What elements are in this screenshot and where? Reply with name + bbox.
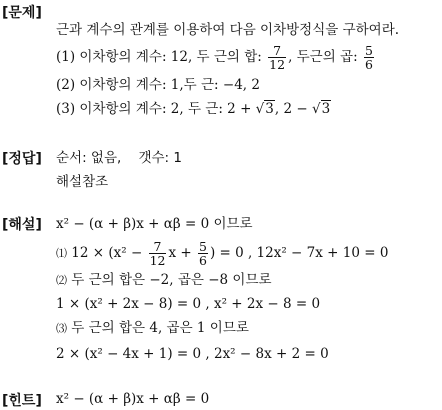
problem-intro: 근과 계수의 관계를 이용하여 다음 이차방정식을 구하여라.: [56, 22, 400, 38]
item-1-text-a: 이차항의 계수: 12, 두 근의 합:: [79, 49, 262, 65]
answer-tag: [정답]: [2, 151, 42, 167]
item-3-text-b: , 2 −: [274, 101, 308, 117]
step-1-fraction-a: [149, 240, 167, 267]
product-numerator: 5: [364, 43, 373, 58]
sqrt-3-second: √3: [311, 101, 331, 117]
explanation-tag: [해설]: [2, 217, 42, 233]
step-1-text-a: 12 × (x² −: [71, 245, 143, 261]
radicand-second: 3: [321, 101, 331, 117]
step-2-text: 두 근의 합은 −2, 곱은 −8 이므로: [71, 272, 272, 288]
item-2-text: 이차항의 계수: 1,두 근: −4, 2: [79, 77, 260, 93]
explanation-step-2-equation: 1 × (x² + 2x − 8) = 0 , x² + 2x − 8 = 0: [56, 296, 321, 312]
sum-fraction: [268, 44, 286, 71]
step-1-fraction-b-denominator: 6: [198, 253, 207, 268]
item-3-text-a: 이차항의 계수: 2, 두 근: 2 +: [79, 101, 252, 117]
problem-tag: [문제]: [2, 5, 42, 21]
radicand-first: 3: [265, 101, 274, 117]
step-1-fraction-b-numerator: 5: [198, 239, 207, 254]
item-1-number: (1): [56, 49, 76, 65]
sum-denominator: 12: [269, 57, 286, 72]
product-denominator: 6: [364, 57, 373, 72]
explanation-step-1: [56, 240, 388, 267]
step-1-text-b: x +: [168, 245, 192, 261]
step-1-fraction-b: [198, 240, 208, 267]
sqrt-3-first: √3: [255, 101, 274, 117]
item-3-number: (3): [56, 101, 76, 117]
step-1-fraction-a-numerator: 7: [149, 240, 167, 254]
step-3-text: 두 근의 합은 4, 곱은 1 이므로: [71, 320, 249, 336]
step-1-number: ⑴: [56, 247, 67, 260]
item-2-number: (2): [56, 77, 76, 93]
sum-numerator: 7: [268, 44, 286, 58]
step-3-number: ⑶: [56, 322, 67, 335]
explanation-step-3: [56, 320, 249, 337]
step-2-number: ⑵: [56, 274, 67, 287]
step-1-fraction-a-denominator: 12: [149, 253, 166, 268]
step-1-text-c: ) = 0 , 12x² − 7x + 10 = 0: [209, 245, 389, 261]
problem-item-1: [56, 44, 376, 71]
answer-line-2: 해설참조: [56, 174, 109, 190]
explanation-formula: x² − (α + β)x + αβ = 0 이므로: [56, 216, 253, 232]
problem-item-2: [56, 77, 260, 93]
problem-item-3: [56, 101, 331, 117]
product-fraction: [364, 44, 374, 71]
explanation-step-2: [56, 272, 272, 289]
hint-formula: x² − (α + β)x + αβ = 0: [56, 391, 210, 407]
hint-tag: [힌트]: [2, 393, 42, 409]
answer-line-1: 순서: 없음, 갯수: 1: [56, 150, 182, 166]
explanation-step-3-equation: 2 × (x² − 4x + 1) = 0 , 2x² − 8x + 2 = 0: [56, 346, 329, 362]
item-1-text-b: , 두근의 곱:: [288, 49, 358, 65]
